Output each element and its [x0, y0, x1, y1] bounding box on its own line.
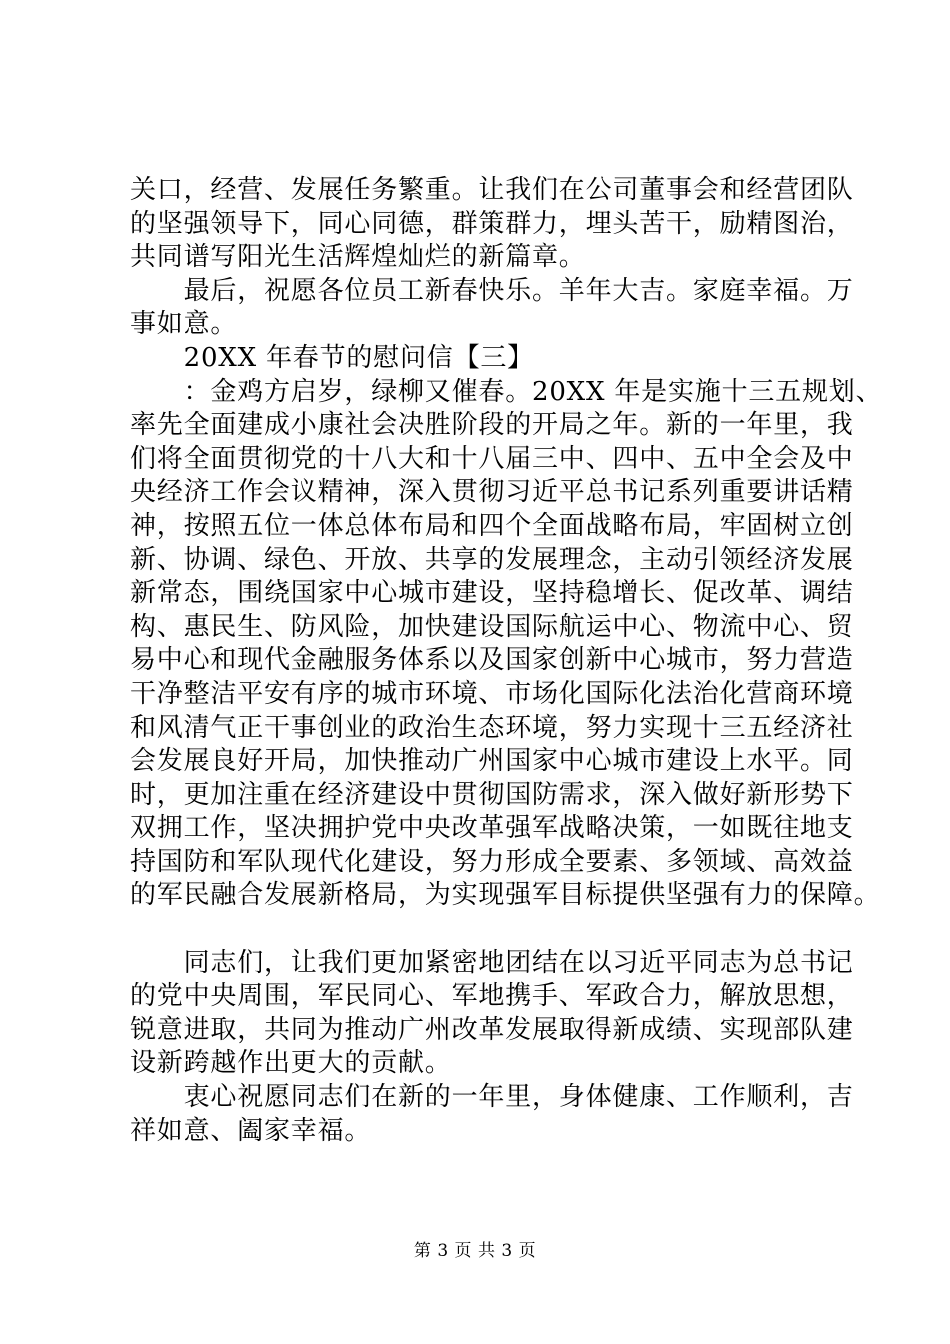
text-line: 祥如意、阖家幸福。: [130, 1115, 372, 1146]
text-line: 和风清气正干事创业的政治生态环境，努力实现十三五经济社: [130, 712, 854, 743]
text-line: 神，按照五位一体总体布局和四个全面战略布局，牢固树立创: [130, 510, 854, 541]
document-body: [130, 174, 883, 1148]
text-line: 的党中央周围，军民同心、军地携手、军政合力，解放思想，: [130, 981, 854, 1012]
text-line: 最后，祝愿各位员工新春快乐。羊年大吉。家庭幸福。万: [130, 275, 854, 306]
text-line: 央经济工作会议精神，深入贯彻习近平总书记系列重要讲话精: [130, 477, 854, 508]
text-line: 设新跨越作出更大的贡献。: [130, 1048, 452, 1079]
text-line: 持国防和军队现代化建设，努力形成全要素、多领域、高效益: [130, 846, 854, 877]
text-line: 们将全面贯彻党的十八大和十八届三中、四中、五中全会及中: [130, 443, 854, 474]
section-heading: 20XX 年春节的慰问信【三】: [130, 342, 534, 373]
text-line: 锐意进取，共同为推动广州改革发展取得新成绩、实现部队建: [130, 1014, 854, 1045]
text-line: 会发展良好开局，加快推动广州国家中心城市建设上水平。同: [130, 746, 854, 777]
page-number-label: 第 3 页 共 3 页: [413, 1241, 537, 1261]
text-line: 新常态，围绕国家中心城市建设，坚持稳增长、促改革、调结: [130, 578, 854, 609]
text-line: 易中心和现代金融服务体系以及国家创新中心城市，努力营造: [130, 645, 854, 676]
text-line: 的坚强领导下，同心同德，群策群力，埋头苦干，励精图治，: [130, 208, 854, 239]
text-line: 共同谱写阳光生活辉煌灿烂的新篇章。: [130, 242, 586, 273]
text-line: 衷心祝愿同志们在新的一年里，身体健康、工作顺利，吉: [130, 1082, 854, 1113]
text-line: ：金鸡方启岁，绿柳又催春。20XX 年是实施十三五规划、: [130, 376, 883, 407]
text-line: 构、惠民生、防风险，加快建设国际航运中心、物流中心、贸: [130, 611, 854, 642]
text-line: 同志们，让我们更加紧密地团结在以习近平同志为总书记: [130, 947, 854, 978]
page-footer: [0, 1240, 950, 1262]
text-line: 双拥工作，坚决拥护党中央改革强军战略决策，一如既往地支: [130, 813, 854, 844]
text-line: 时，更加注重在经济建设中贯彻国防需求，深入做好新形势下: [130, 779, 854, 810]
text-line: 事如意。: [130, 309, 238, 340]
text-line: 率先全面建成小康社会决胜阶段的开局之年。新的一年里，我: [130, 410, 854, 441]
text-line: 关口，经营、发展任务繁重。让我们在公司董事会和经营团队: [130, 175, 854, 205]
text-line: 的军民融合发展新格局，为实现强军目标提供坚强有力的保障。: [130, 880, 881, 911]
text-line: 新、协调、绿色、开放、共享的发展理念，主动引领经济发展: [130, 544, 854, 575]
text-line: 干净整洁平安有序的城市环境、市场化国际化法治化营商环境: [130, 678, 854, 709]
blank-line: [130, 913, 850, 947]
